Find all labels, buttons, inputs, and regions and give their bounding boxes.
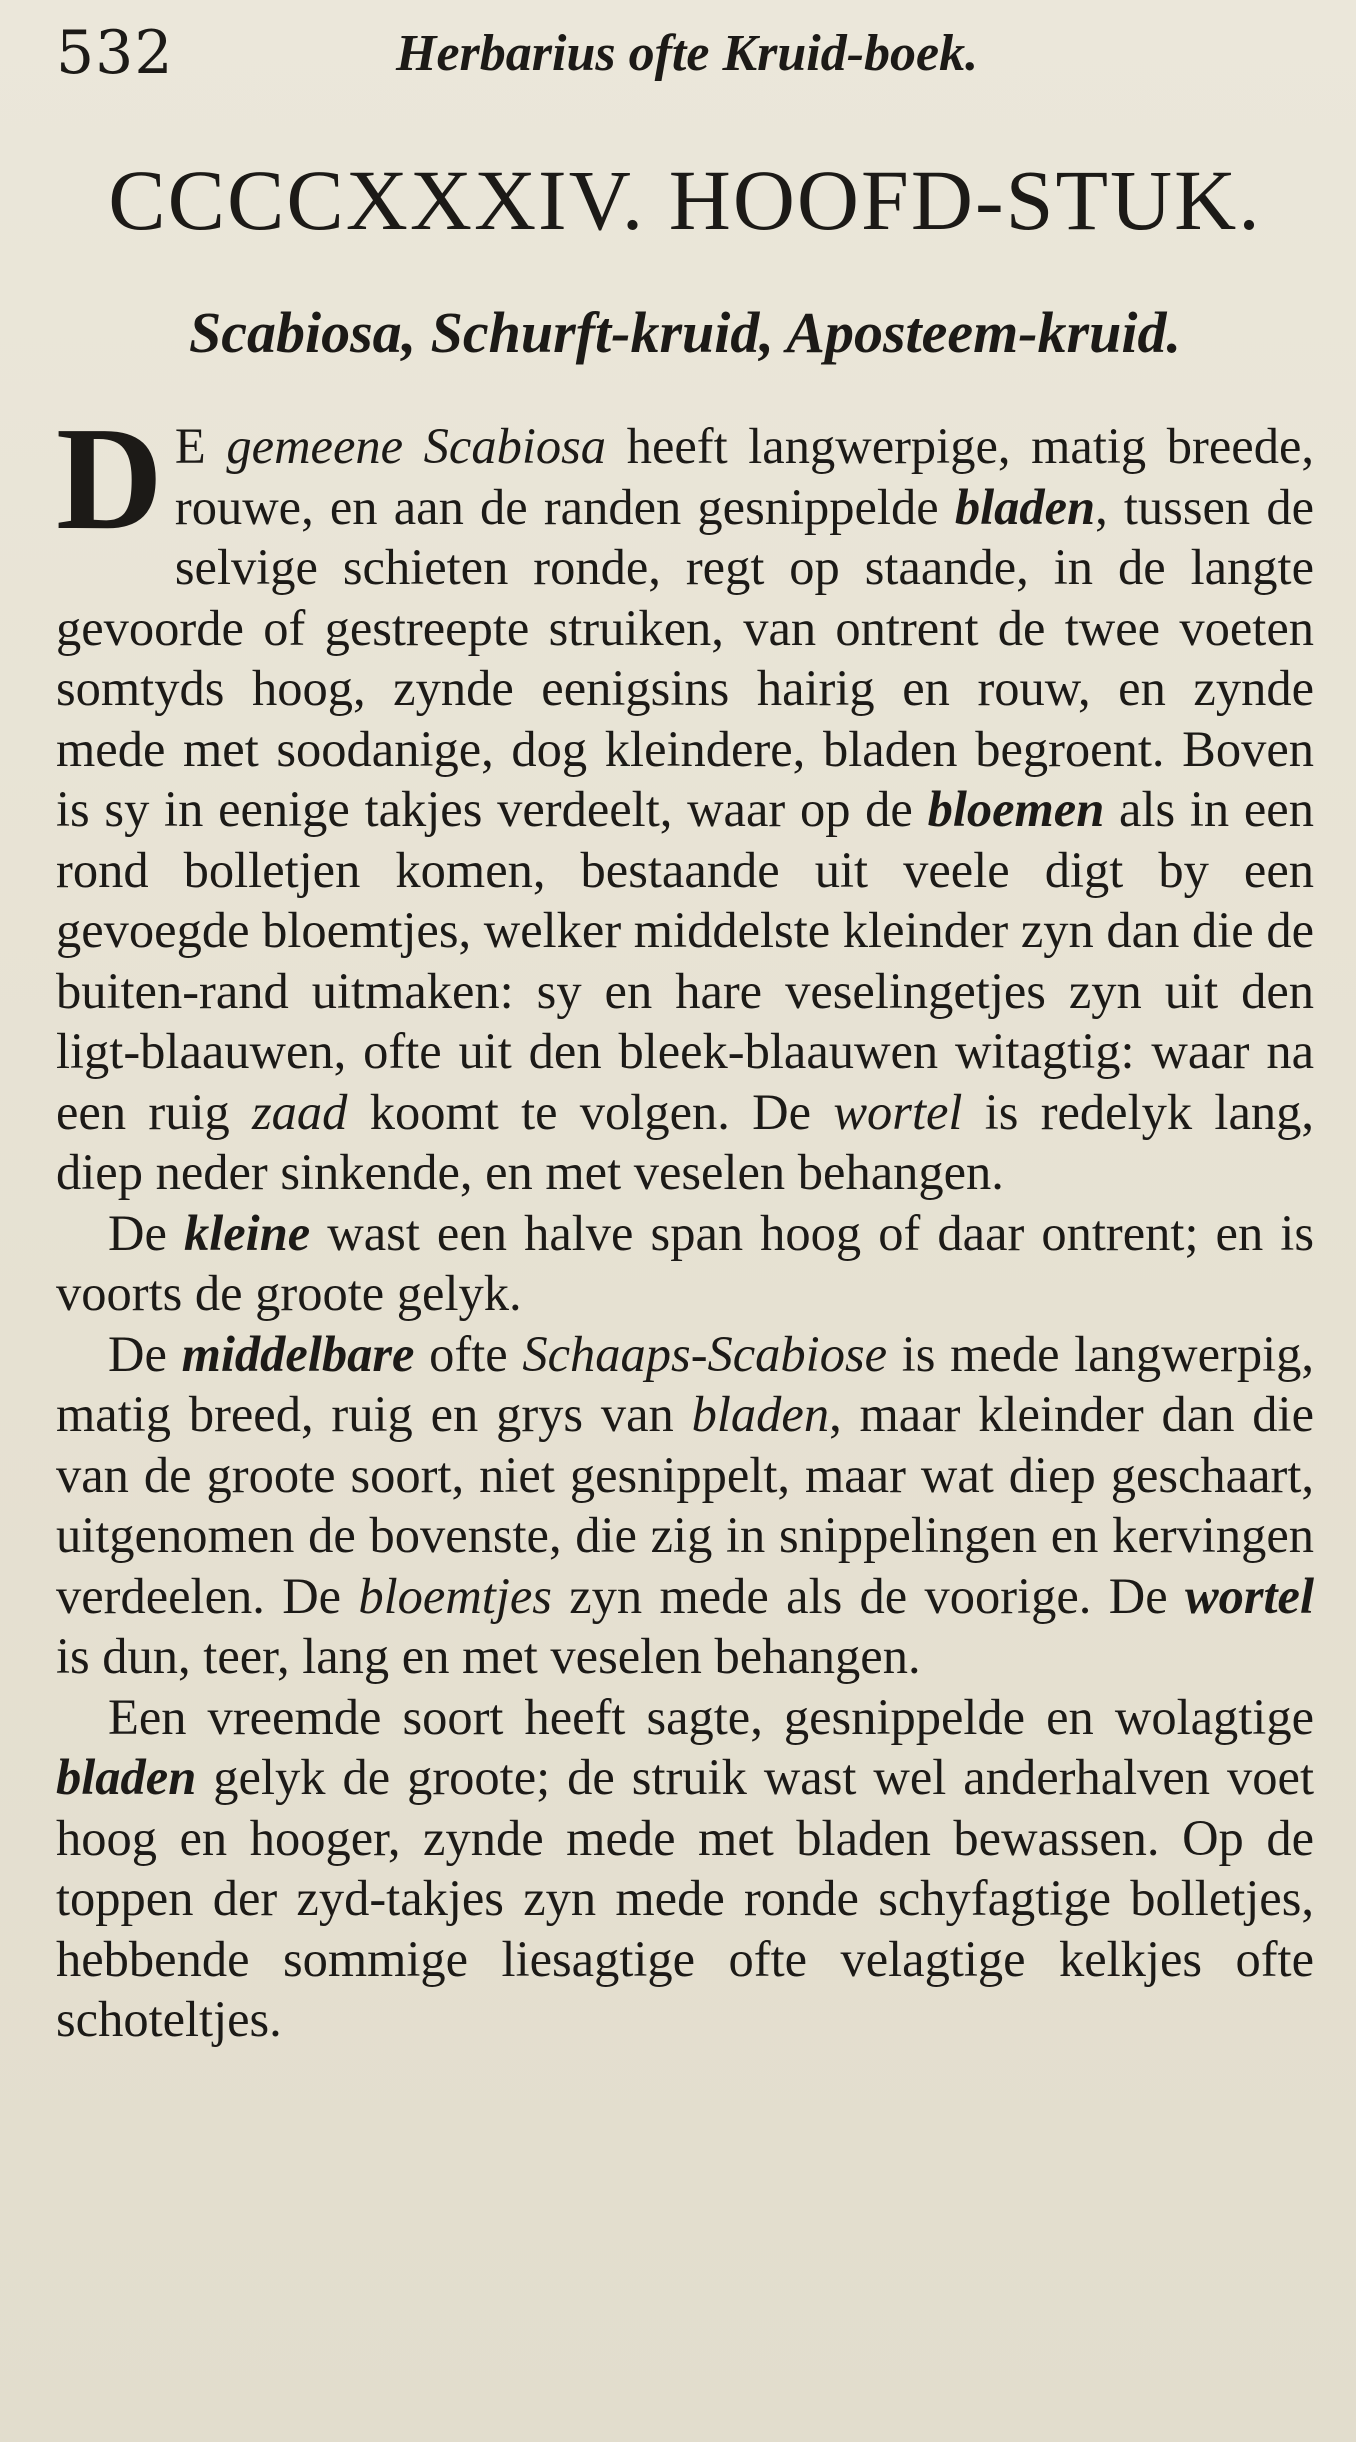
- italic-run: wortel: [833, 1083, 963, 1140]
- text-run: heeft langwerpige, matig breede, rouwe, en aan de randen gesnippelde: [174, 418, 1314, 535]
- text-run: , tussen de selvige schieten ronde, regt op staande, in de langte gevoorde of gestreepte struiken, van ontrent de twee voeten somtyds hoog, zynde eenigsins hairig en rouw, en zynde mede met soodanige, dog kleindere, bladen begroent. Boven is sy in eenige takjes verdeelt, waar op de: [56, 478, 1314, 837]
- bold-italic-run: bladen: [954, 478, 1096, 535]
- bold-italic-run: wortel: [1184, 1567, 1314, 1624]
- text-run: is redelyk lang, diep neder sinkende, en met veselen behangen.: [56, 1083, 1314, 1200]
- bold-italic-run: middelbare: [181, 1325, 415, 1382]
- chapter-title: CCCCXXXIV. HOOFD-STUK.: [108, 152, 1262, 248]
- text-run: E: [174, 418, 227, 474]
- running-head: [56, 0, 1314, 100]
- text-run: is dun, teer, lang en met veselen behangen.: [56, 1628, 921, 1684]
- text-run: als in een rond bolletjen komen, bestaande uit veele digt by een gevoegde bloemtjes, welker middelste kleinder zyn dan die de buiten-rand uitmaken: sy en hare veselingetjes zyn uit den ligt-blaauwen, ofte uit den bleek-blaauwen witagtig: waar na een ruig: [56, 781, 1314, 1140]
- running-title: Herbarius ofte Kruid-boek.: [396, 25, 979, 82]
- bold-italic-run: kleine: [183, 1204, 311, 1261]
- text-run: zyn mede als de voorige. De: [551, 1567, 1185, 1624]
- paragraph-1: [56, 397, 1314, 1203]
- text-run: Een vreemde soort heeft sagte, gesnippelde en wolagtige: [108, 1688, 1314, 1745]
- italic-run: bloemtjes: [358, 1567, 552, 1624]
- text-run: De: [108, 1204, 184, 1261]
- bold-italic-run: bloemen: [927, 781, 1105, 837]
- drop-cap: D: [56, 397, 163, 561]
- text-run: ofte: [414, 1325, 523, 1382]
- italic-run: Schaaps-Scabiose: [522, 1325, 888, 1382]
- italic-run: gemeene Scabiosa: [226, 418, 607, 474]
- text-run: is mede langwerpig, matig breed, ruig en grys van: [56, 1325, 1315, 1442]
- text-run: koomt te volgen. De: [347, 1083, 834, 1140]
- paragraph-3: [56, 1324, 1314, 1687]
- body-text: [56, 397, 1315, 2050]
- italic-run: bladen: [56, 1749, 197, 1805]
- paragraph-2: [56, 1203, 1314, 1324]
- paragraph-4: [56, 1687, 1314, 2050]
- text-run: De: [108, 1325, 182, 1382]
- text-run: gelyk de groote; de struik wast wel anderhalven voet hoog en hooger, zynde mede met bladen bewassen. Op de toppen der zyd-takjes zyn mede ronde schyfagtige bolletjes, hebbende sommige liesagtige ofte velagtige kelkjes ofte schoteltjes.: [56, 1749, 1314, 2047]
- page-number: 532: [56, 18, 174, 88]
- text-run: , maar kleinder dan die van de groote soort, niet gesnippelt, maar wat diep geschaart, uitgenomen de bovenste, die zig in snippelingen en kervingen verdeelen. De: [56, 1386, 1314, 1624]
- subject-heading: Scabiosa, Schurft-kruid, Aposteem-kruid.: [188, 300, 1182, 365]
- text-run: wast een halve span hoog of daar ontrent; en is voorts de groote gelyk.: [56, 1204, 1314, 1321]
- italic-run: zaad: [252, 1083, 348, 1140]
- italic-run: bladen: [691, 1386, 830, 1442]
